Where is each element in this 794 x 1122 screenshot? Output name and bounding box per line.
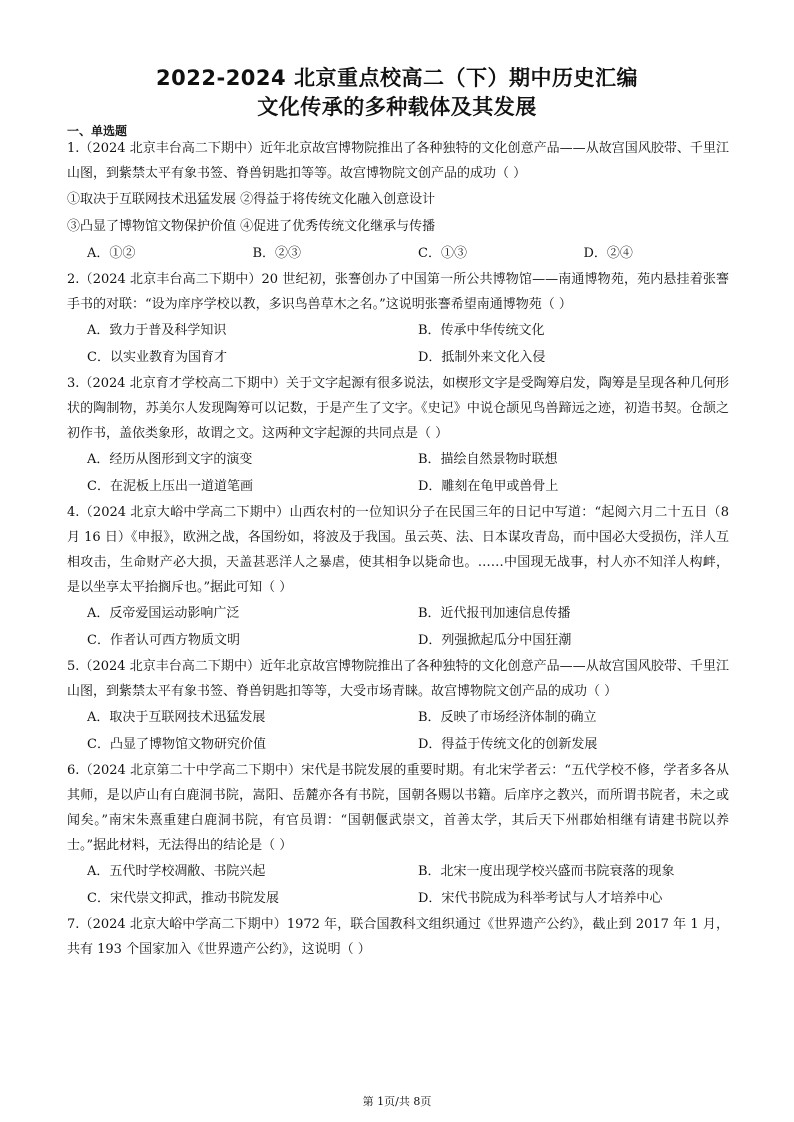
option-a: A．①② [87,246,136,261]
answer-options [67,704,729,758]
option-c: C．在泥板上压出一道道笔画 [87,479,253,494]
option-d: D．列强掀起瓜分中国狂潮 [418,633,572,648]
question-3 [67,371,729,500]
option-a: A．取决于互联网技术迅猛发展 [87,710,266,725]
option-c: C．①③ [418,246,467,261]
question-list [67,136,729,962]
question-2 [67,267,729,371]
question-7 [67,912,729,962]
option-a: A．经历从图形到文字的演变 [87,452,253,467]
option-d: D．雕刻在龟甲或兽骨上 [418,479,559,494]
question-text: 3.（2024 北京育才学校高二下期中）关于文字起源有很多说法，如楔形文字是受陶筹启发，陶筹是呈现各种几何形状的陶制物，苏美尔人发现陶筹可以记数，于是产生了文字。《史记》中说仓颉见鸟兽蹄远之迹，初造书契。仓颉之初作书，盖依类象形，故谓之文。这两种文字起源的共同点是（ ） [67,376,729,441]
option-b: B．反映了市场经济体制的确立 [418,710,597,725]
option-d: D．宋代书院成为科举考试与人才培养中心 [418,891,663,906]
option-d: D．抵制外来文化入侵 [418,350,546,365]
question-6 [67,758,729,912]
question-5 [67,654,729,758]
option-c: C．作者认可西方物质文明 [87,633,240,648]
question-text: 4.（2024 北京大峪中学高二下期中）山西农村的一位知识分子在民国三年的日记中写道：“起阅六月二十五日（8 月 16 日）《申报》，欧洲之战，各国纷如，将波及于我国。虽云英、法、日本谋攻青岛，而中国必大受损伤，洋人互相攻击，生命财产必大损，天盖甚恶洋人之暴虐，使其相争以毙命也。……中国现无战事，村人亦不知洋人构衅，是以坐享太平抬搁斥也。”据此可知（ ） [67,505,729,595]
option-b: B．描绘自然景物时联想 [418,452,558,467]
answer-options [67,446,729,500]
question-text: 5.（2024 北京丰台高二下期中）近年北京故宫博物院推出了各种独特的文化创意产品——从故宫国风胶带、千里江山图，到紫禁太平有象书签、脊兽钥匙扣等等，大受市场青睐。故宫博物院文创产品的成功（ ） [67,659,729,699]
option-a: A．五代时学校凋敝、书院兴起 [87,864,266,879]
option-c: C．宋代崇文抑武，推动书院发展 [87,891,279,906]
option-c: C．以实业教育为国育才 [87,350,227,365]
option-b: B．近代报刊加速信息传播 [418,606,571,621]
question-4 [67,500,729,654]
document-title: 2022-2024 北京重点校高二（下）期中历史汇编 [156,66,638,90]
option-d: D．②④ [583,246,633,261]
answer-options [67,858,729,912]
document-subtitle: 文化传承的多种载体及其发展 [257,95,537,119]
question-text: 2.（2024 北京丰台高二下期中）20 世纪初，张謇创办了中国第一所公共博物馆——南通博物苑，苑内悬挂着张謇手书的对联：“设为庠序学校以教，多识鸟兽草木之名。”这说明张謇希望南通博物苑（ ） [67,272,729,312]
answer-options [67,240,729,267]
option-a: A．致力于普及科学知识 [87,323,227,338]
option-a: A．反帝爱国运动影响广泛 [87,606,240,621]
question-text: 1.（2024 北京丰台高二下期中）近年北京故宫博物院推出了各种独特的文化创意产品——从故宫国风胶带、千里江山图，到紫禁太平有象书签、脊兽钥匙扣等等。故宫博物院文创产品的成功（ ） [67,141,729,181]
question-1 [67,136,729,267]
answer-options [67,317,729,371]
section-heading: 一、单选题 [67,124,128,138]
option-c: C．凸显了博物馆文物研究价值 [87,737,266,752]
option-b: B．传承中华传统文化 [418,323,545,338]
statement-line: ①取决于互联网技术迅猛发展 ②得益于将传统文化融入创意设计 [67,192,436,207]
option-b: B．北宋一度出现学校兴盛而书院衰落的现象 [418,864,675,879]
option-b: B．②③ [252,246,302,261]
statement-line: ③凸显了博物馆文物保护价值 ④促进了优秀传统文化继承与传播 [67,219,436,234]
option-d: D．得益于传统文化的创新发展 [418,737,598,752]
answer-options [67,600,729,654]
question-text: 6.（2024 北京第二十中学高二下期中）宋代是书院发展的重要时期。有北宋学者云：“五代学校不修，学者多各从其师，是以庐山有白鹿洞书院，嵩阳、岳麓亦各有书院，国朝各赐以书籍。后庠序之教兴，而所谓书院者，未之或闻矣。”南宋朱熹重建白鹿洞书院，有官员谓：“国朝偃武崇文，首善太学，其后天下州郡始相继有请建书院以养士。”据此材料，无法得出的结论是（ ） [67,763,729,853]
page-number: 第 1页/共 8页 [362,1095,432,1108]
question-text: 7.（2024 北京大峪中学高二下期中）1972 年，联合国教科文组织通过《世界遗产公约》，截止到 2017 年 1 月，共有 193 个国家加入《世界遗产公约》，这说明（ ） [67,917,729,957]
